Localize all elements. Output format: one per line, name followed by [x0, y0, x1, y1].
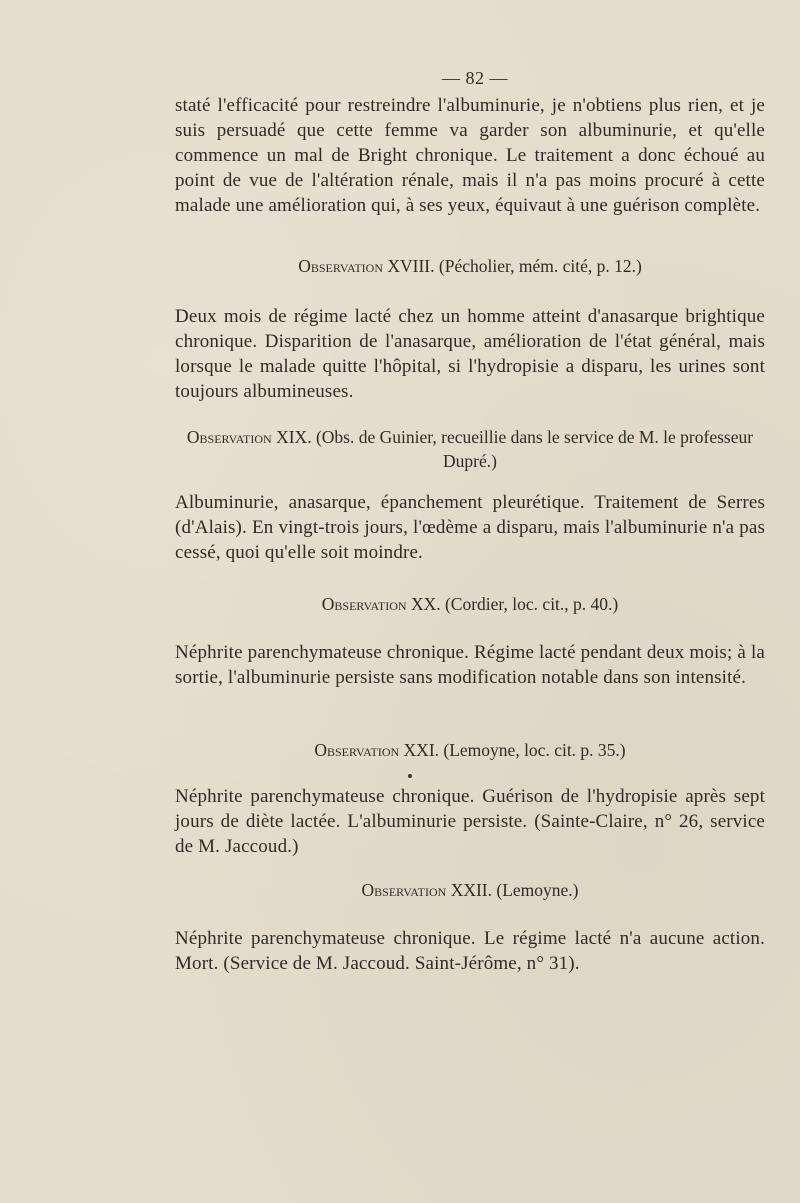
observation-text-block-20 — [175, 640, 765, 690]
observation-reference: XIX. (Obs. de Guinier, recueillie dans le service de M. le professeur Dupré.) — [271, 427, 754, 471]
observation-text: Deux mois de régime lacté chez un homme atteint d'anasarque brightique chronique. Disparition de l'anasarque, amélioration de l'état général, mais lorsque le malade quitte l'hôpital, si l'hydropisie a disparu, les urines sont toujours albumineuses. — [175, 306, 765, 402]
observation-label: Observation — [298, 256, 383, 276]
observation-heading-21 — [175, 738, 765, 762]
observation-text: Albuminurie, anasarque, épanchement pleurétique. Traitement de Serres (d'Alais). En vingt-trois jours, l'œdème a disparu, mais l'albuminurie n'a pas cessé, quoi qu'elle soit moindre. — [175, 492, 765, 563]
observation-reference: XX. (Cordier, loc. cit., p. 40.) — [406, 594, 619, 614]
observation-text-block-21 — [175, 784, 765, 859]
print-speck — [408, 774, 412, 778]
observation-text-block-22 — [175, 926, 765, 976]
intro-paragraph-block — [175, 93, 765, 218]
observation-reference: XXII. (Lemoyne.) — [446, 880, 579, 900]
observation-heading-22 — [175, 878, 765, 902]
observation-heading-20 — [175, 592, 765, 616]
page-number: — 82 — — [442, 68, 508, 88]
observation-heading-18 — [175, 254, 765, 278]
observation-label: Observation — [361, 880, 447, 900]
observation-text: Néphrite parenchymateuse chronique. Régime lacté pendant deux mois; à la sortie, l'albuminurie persiste sans modification notable dans son intensité. — [175, 642, 765, 688]
observation-label: Observation — [321, 594, 407, 614]
observation-reference: XXI. (Lemoyne, loc. cit. p. 35.) — [399, 740, 626, 760]
observation-label: Observation — [186, 427, 272, 447]
observation-reference: XVIII. (Pécholier, mém. cité, p. 12.) — [383, 256, 642, 276]
observation-label: Observation — [314, 740, 400, 760]
observation-text: Néphrite parenchymateuse chronique. Guérison de l'hydropisie après sept jours de diète lactée. L'albuminurie persiste. (Sainte-Claire, n° 26, service de M. Jaccoud.) — [175, 786, 765, 857]
intro-paragraph: staté l'efficacité pour restreindre l'albuminurie, je n'obtiens plus rien, et je suis persuadé que cette femme va garder son albuminurie, et qu'elle commence un mal de Bright chronique. Le traitement a donc échoué au point de vue de l'altération rénale, mais il n'a pas moins procuré à cette malade une amélioration qui, à ses yeux, équivaut à une guérison complète. — [175, 95, 765, 216]
observation-text-block-18 — [175, 304, 765, 404]
observation-heading-19 — [175, 425, 765, 473]
observation-text: Néphrite parenchymateuse chronique. Le régime lacté n'a aucune action. Mort. (Service de M. Jaccoud. Saint-Jérôme, n° 31). — [175, 928, 765, 974]
observation-text-block-19 — [175, 490, 765, 565]
